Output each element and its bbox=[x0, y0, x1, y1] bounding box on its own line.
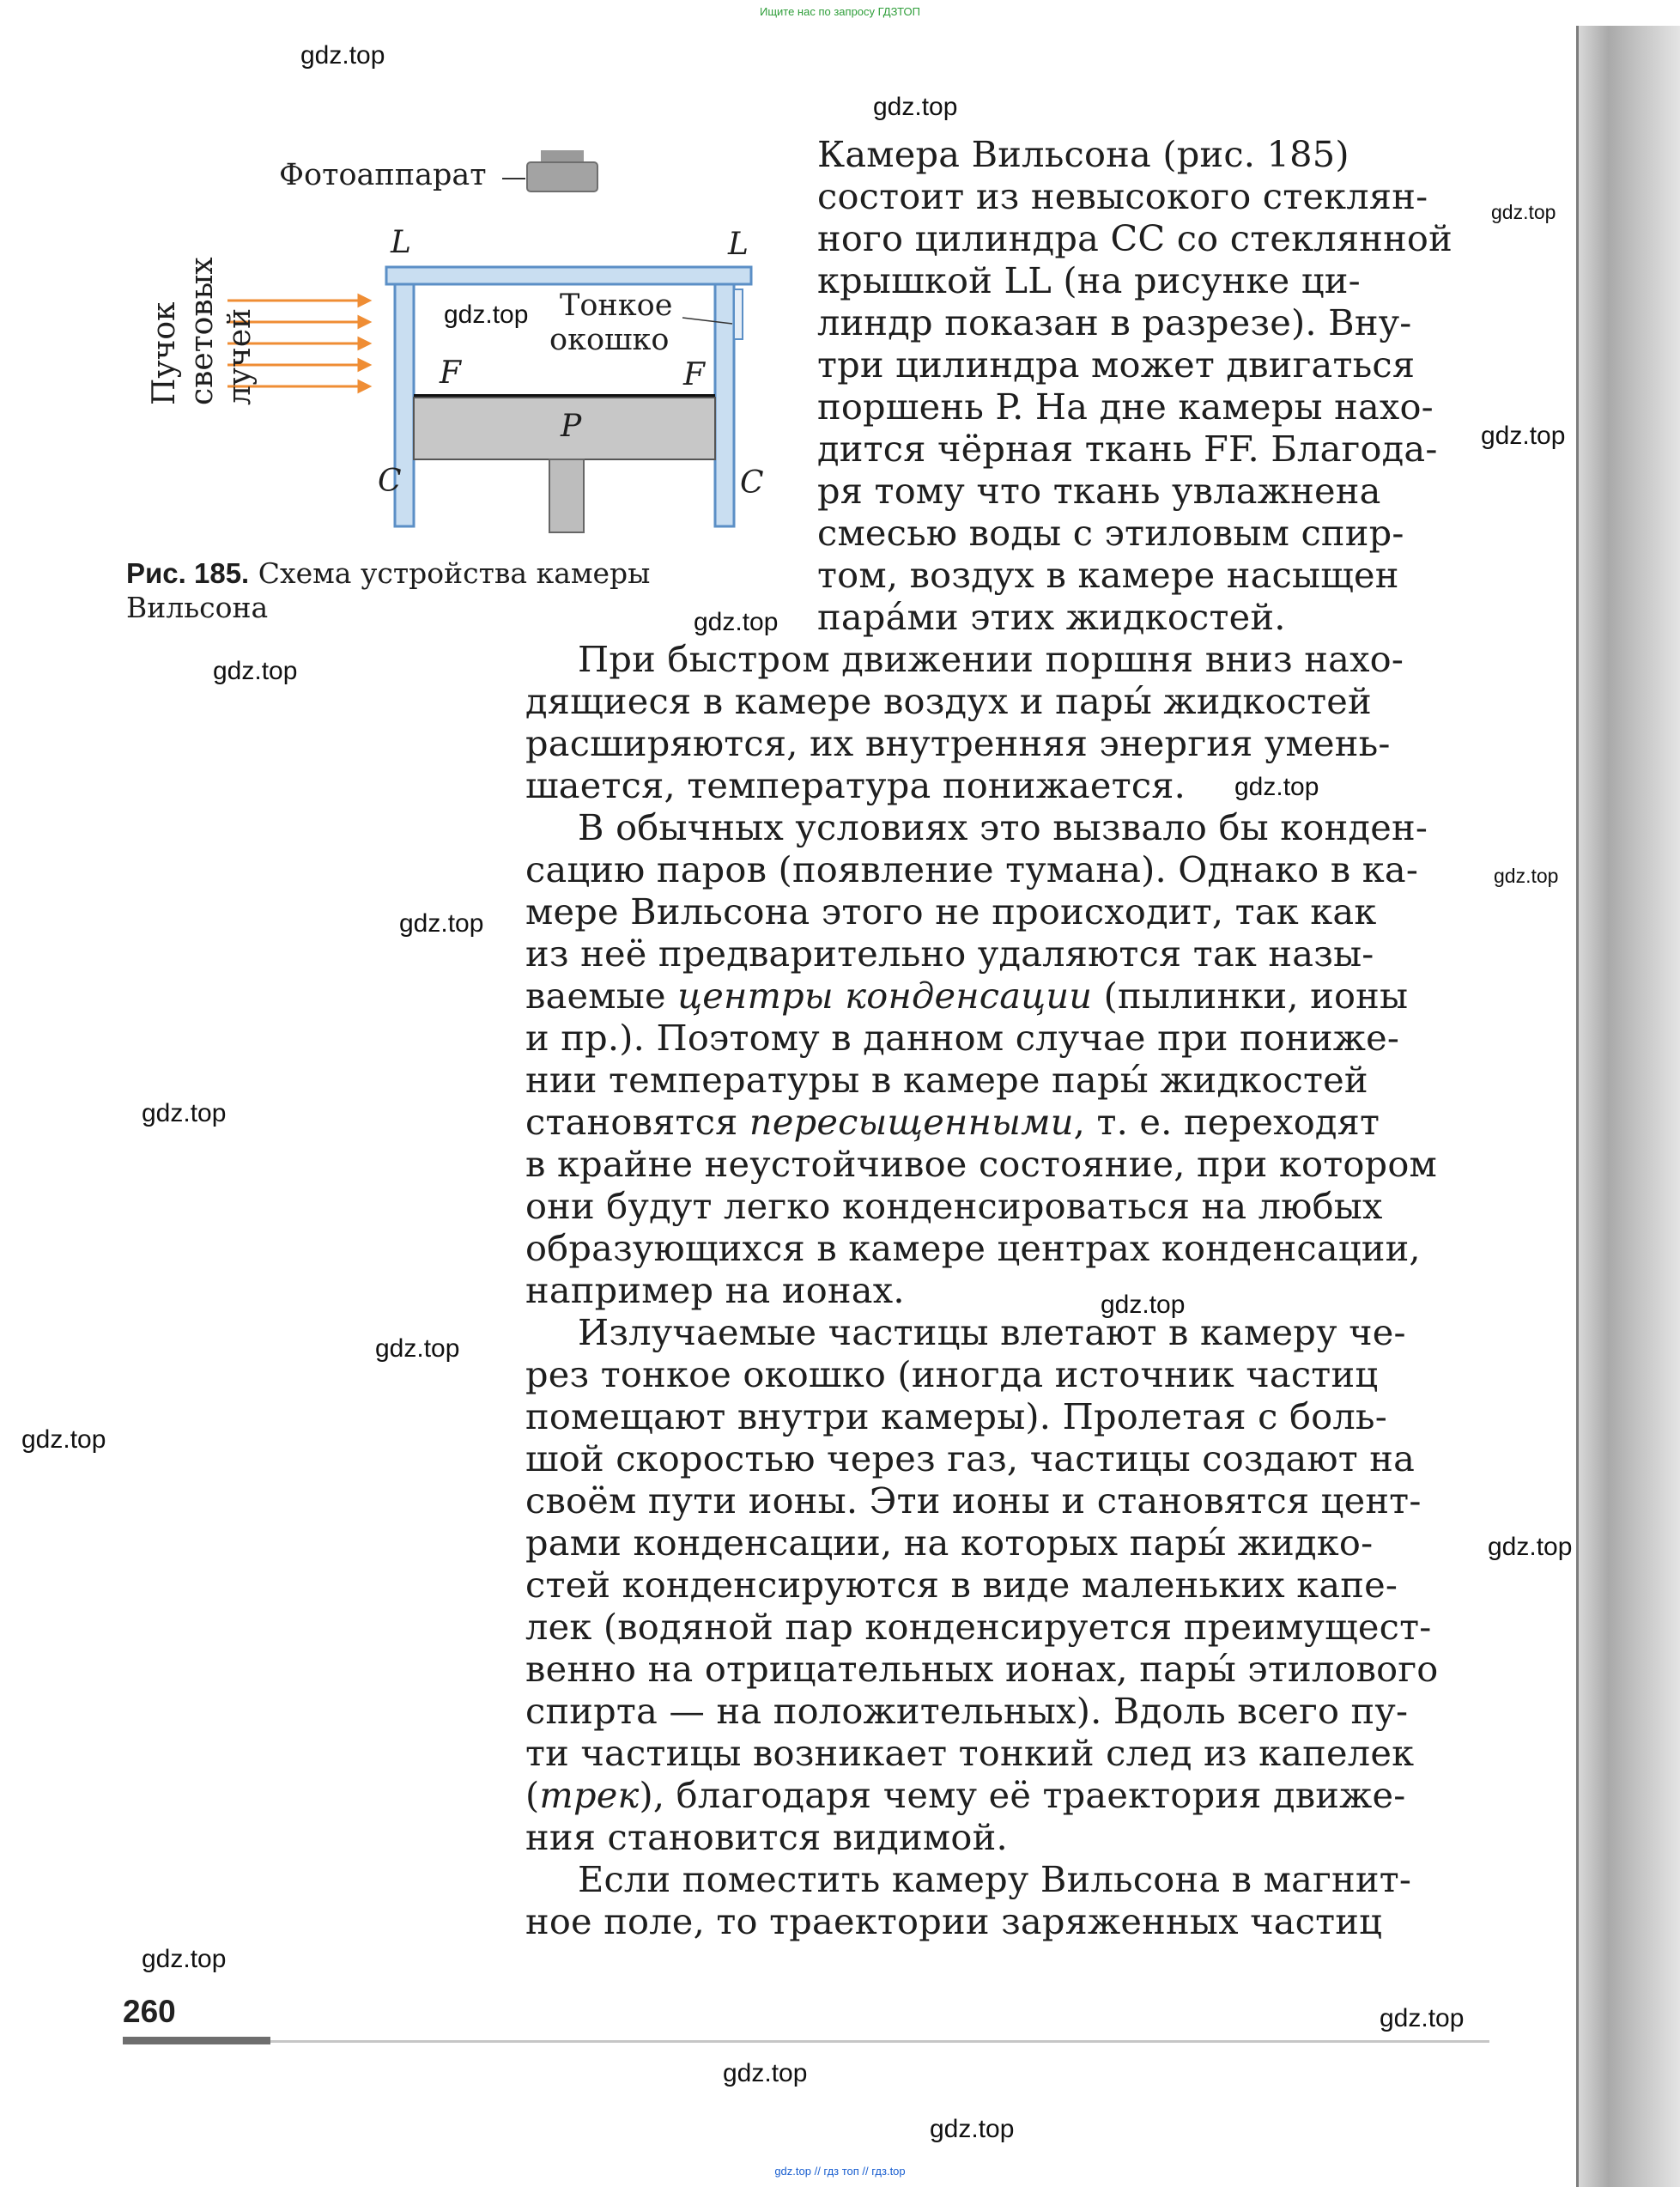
watermark: gdz.top bbox=[1494, 865, 1559, 887]
watermark: gdz.top bbox=[142, 1945, 227, 1973]
glass-lid bbox=[386, 267, 751, 284]
term-supersaturated: пересыщенными bbox=[749, 1101, 1074, 1143]
text-line: расширяются, их внутренняя энергия умень- bbox=[525, 722, 1391, 764]
term-condensation-centers: центры конденсации bbox=[677, 975, 1093, 1017]
light-beam-label-line2: световых bbox=[185, 257, 220, 405]
text-line: Камера Вильсона (рис. 185) bbox=[817, 133, 1349, 175]
watermark: gdz.top bbox=[21, 1425, 106, 1454]
text-line bbox=[525, 1774, 1406, 1816]
term-track: трек bbox=[539, 1774, 640, 1816]
text-line: и пр.). Поэтому в данном случае при пониже- bbox=[525, 1017, 1400, 1059]
page-number: 260 bbox=[123, 1994, 176, 2029]
watermark: gdz.top bbox=[1488, 1533, 1573, 1561]
text-line: ное поле, то траектории заряженных частиц bbox=[525, 1900, 1382, 1942]
text-line: нии температуры в камере пары́ жидкостей bbox=[525, 1059, 1368, 1101]
footer-rule-accent bbox=[123, 2037, 270, 2044]
text-line: из неё предварительно удаляются так назы- bbox=[525, 933, 1374, 975]
thin-window bbox=[734, 289, 743, 339]
text-run: (пылинки, ионы bbox=[1092, 975, 1409, 1017]
watermark: gdz.top bbox=[1481, 422, 1566, 450]
text-line: том, воздух в камере насыщен bbox=[817, 554, 1399, 596]
fabric-label-right: F bbox=[683, 357, 705, 392]
light-beam-label-line3: лучей bbox=[222, 307, 258, 405]
text-line: ного цилиндра CC со стеклянной bbox=[817, 217, 1453, 259]
camera-label: Фотоаппарат bbox=[279, 158, 487, 192]
text-line: крышкой LL (на рисунке ци- bbox=[817, 259, 1361, 301]
text-line: например на ионах. bbox=[525, 1269, 905, 1311]
text-line: линдр показан в разрезе). Вну- bbox=[817, 301, 1412, 343]
watermark: gdz.top bbox=[444, 301, 529, 329]
text-line: поршень P. На дне камеры нахо- bbox=[817, 386, 1434, 428]
text-line: состоит из невысокого стеклян- bbox=[817, 175, 1428, 217]
text-line: лек (водяной пар конденсируется преимущест- bbox=[525, 1606, 1432, 1648]
text-line: рез тонкое окошко (иногда источник частиц bbox=[525, 1353, 1379, 1395]
text-line: мере Вильсона этого не происходит, так как bbox=[525, 890, 1377, 933]
text-line: пара́ми этих жидкостей. bbox=[817, 596, 1286, 638]
text-line: в крайне неустойчивое состояние, при котором bbox=[525, 1143, 1437, 1185]
watermark: gdz.top bbox=[142, 1099, 227, 1127]
text-line: Излучаемые частицы влетают в камеру че- bbox=[578, 1311, 1406, 1353]
text-line: шается, температура понижается. bbox=[525, 764, 1186, 806]
page-edge-line bbox=[1576, 26, 1579, 2187]
text-line: спирта — на положительных). Вдоль всего пу- bbox=[525, 1690, 1409, 1732]
watermark: gdz.top bbox=[1380, 2004, 1465, 2032]
cylinder-label-right: C bbox=[740, 465, 764, 501]
cylinder-label-left: C bbox=[378, 464, 402, 499]
text-line: шой скоростью через газ, частицы создают на bbox=[525, 1437, 1416, 1479]
text-line: рами конденсации, на которых пары́ жидко- bbox=[525, 1522, 1374, 1564]
text-run: становятся bbox=[525, 1101, 749, 1143]
page-edge-shadow bbox=[1578, 26, 1680, 2187]
text-line: помещают внутри камеры). Пролетая с боль- bbox=[525, 1395, 1387, 1437]
text-line: венно на отрицательных ионах, пары́ этилового bbox=[525, 1648, 1439, 1690]
cylinder-wall-right bbox=[715, 284, 734, 526]
piston-label: P bbox=[561, 409, 582, 444]
watermark: gdz.top bbox=[300, 41, 385, 70]
top-note: Ищите нас по запросу ГДЗТОП bbox=[759, 5, 920, 18]
watermark: gdz.top bbox=[1234, 773, 1319, 801]
fabric-label-left: F bbox=[440, 355, 461, 391]
camera-lens-icon bbox=[541, 150, 584, 163]
piston-rod bbox=[549, 459, 584, 532]
window-label-line2: окошко bbox=[549, 323, 670, 357]
text-line: ря тому что ткань увлажнена bbox=[817, 470, 1381, 512]
light-beam-label bbox=[146, 257, 259, 405]
text-line: дящиеся в камере воздух и пары́ жидкостей bbox=[525, 680, 1372, 722]
watermark: gdz.top bbox=[723, 2059, 808, 2087]
text-line bbox=[525, 975, 1408, 1017]
watermark: gdz.top bbox=[930, 2115, 1015, 2143]
text-line: Если поместить камеру Вильсона в магнит- bbox=[578, 1858, 1412, 1900]
text-line: три цилиндра может двигаться bbox=[817, 343, 1416, 386]
lid-label-right: L bbox=[728, 227, 749, 262]
watermark: gdz.top bbox=[375, 1334, 460, 1363]
text-line: ния становится видимой. bbox=[525, 1816, 1008, 1858]
window-label-line1: Тонкое bbox=[560, 289, 673, 323]
text-run: , т. е. переходят bbox=[1073, 1101, 1380, 1143]
watermark: gdz.top bbox=[873, 93, 958, 121]
watermark: gdz.top bbox=[213, 657, 298, 685]
figure-caption-number: Рис. 185. bbox=[126, 557, 250, 589]
text-run: ( bbox=[525, 1774, 540, 1816]
text-run: ), благодаря чему её траектория движе- bbox=[639, 1774, 1406, 1816]
text-line: образующихся в камере центрах конденсации, bbox=[525, 1227, 1421, 1269]
text-line: стей конденсируются в виде маленьких капе- bbox=[525, 1564, 1398, 1606]
text-line bbox=[525, 1101, 1380, 1143]
text-line: сацию паров (появление тумана). Однако в ка- bbox=[525, 848, 1419, 890]
watermark: gdz.top bbox=[1491, 201, 1556, 223]
light-beam-label-line1: Пучок bbox=[147, 301, 182, 405]
figure-caption-text: Схема устройства камеры Вильсона bbox=[126, 556, 651, 624]
bottom-note: gdz.top // гдз топ // гдз.top bbox=[774, 2165, 906, 2178]
figure-caption bbox=[126, 556, 727, 625]
lid-label-left: L bbox=[391, 225, 411, 260]
text-line: ти частицы возникает тонкий след из капелек bbox=[525, 1732, 1415, 1774]
text-line: смесью воды с этиловым спир- bbox=[817, 512, 1404, 554]
footer-rule bbox=[270, 2040, 1489, 2043]
text-run: ваемые bbox=[525, 975, 678, 1017]
camera-body-icon bbox=[527, 162, 597, 191]
watermark: gdz.top bbox=[694, 608, 779, 636]
text-line: дится чёрная ткань FF. Благода- bbox=[817, 428, 1438, 470]
text-line: своём пути ионы. Эти ионы и становятся цент- bbox=[525, 1479, 1422, 1522]
text-line: При быстром движении поршня вниз нахо- bbox=[578, 638, 1404, 680]
text-line: В обычных условиях это вызвало бы конден- bbox=[578, 806, 1428, 848]
watermark: gdz.top bbox=[1101, 1291, 1186, 1319]
text-line: они будут легко конденсироваться на любых bbox=[525, 1185, 1383, 1227]
watermark: gdz.top bbox=[399, 909, 484, 938]
